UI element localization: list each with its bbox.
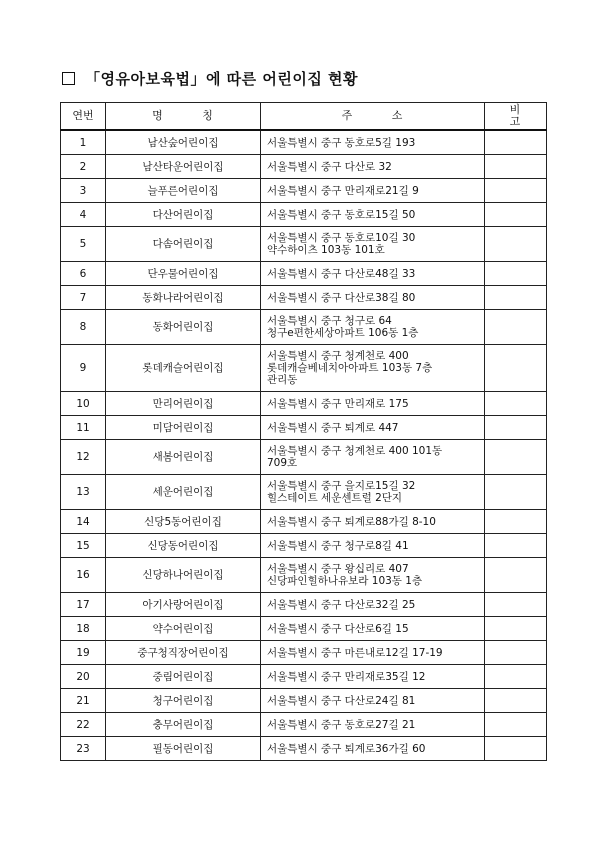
daycare-name: 미담어린이집: [106, 416, 261, 440]
daycare-name: 단우물어린이집: [106, 262, 261, 286]
daycare-address: [261, 345, 485, 392]
note-cell: [485, 641, 547, 665]
daycare-address: [261, 440, 485, 475]
table-header-row: [61, 103, 547, 131]
daycare-name: 다산어린이집: [106, 203, 261, 227]
row-number: 21: [61, 689, 106, 713]
table-row: [61, 130, 547, 155]
daycare-address: [261, 689, 485, 713]
daycare-name: 남산숲어린이집: [106, 130, 261, 155]
row-number: 14: [61, 510, 106, 534]
address-line: 서울특별시 중구 다산로6길 15: [267, 622, 409, 635]
row-number: 18: [61, 617, 106, 641]
daycare-address: [261, 558, 485, 593]
row-number: 4: [61, 203, 106, 227]
row-number: 8: [61, 310, 106, 345]
note-cell: [485, 534, 547, 558]
table-row: [61, 286, 547, 310]
address-line: 서울특별시 중구 퇴계로 447: [267, 421, 399, 434]
daycare-name: 충무어린이집: [106, 713, 261, 737]
address-line: 서울특별시 중구 다산로24길 81: [267, 694, 416, 707]
daycare-address: [261, 593, 485, 617]
table-row: [61, 345, 547, 392]
note-cell: [485, 475, 547, 510]
note-cell: [485, 440, 547, 475]
address-line: 서울특별시 중구 만리재로21길 9: [267, 184, 419, 197]
row-number: 11: [61, 416, 106, 440]
row-number: 20: [61, 665, 106, 689]
note-cell: [485, 227, 547, 262]
row-number: 15: [61, 534, 106, 558]
note-cell: [485, 130, 547, 155]
table-row: [61, 737, 547, 761]
daycare-table: [60, 102, 547, 761]
note-cell: [485, 286, 547, 310]
daycare-address: [261, 179, 485, 203]
row-number: 13: [61, 475, 106, 510]
table-row: [61, 593, 547, 617]
note-cell: [485, 345, 547, 392]
note-cell: [485, 665, 547, 689]
daycare-name: 새봄어린이집: [106, 440, 261, 475]
col-header-name: 명 칭: [106, 103, 261, 131]
note-cell: [485, 203, 547, 227]
daycare-address: [261, 203, 485, 227]
row-number: 2: [61, 155, 106, 179]
row-number: 9: [61, 345, 106, 392]
daycare-address: [261, 227, 485, 262]
table-row: [61, 510, 547, 534]
daycare-address: [261, 534, 485, 558]
table-row: [61, 310, 547, 345]
daycare-address: [261, 737, 485, 761]
daycare-address: [261, 392, 485, 416]
table-row: [61, 203, 547, 227]
table-row: [61, 475, 547, 510]
checkbox-square-icon: [62, 72, 75, 85]
daycare-address: [261, 510, 485, 534]
row-number: 5: [61, 227, 106, 262]
daycare-address: [261, 617, 485, 641]
col-header-address: 주 소: [261, 103, 485, 131]
daycare-address: [261, 641, 485, 665]
table-body: [61, 130, 547, 761]
col-header-note: 비 고: [485, 103, 547, 131]
address-line: 서울특별시 중구 퇴계로36가길 60: [267, 742, 426, 755]
table-row: [61, 617, 547, 641]
address-line: 서울특별시 중구 마른내로12길 17-19: [267, 646, 443, 659]
table-row: [61, 641, 547, 665]
address-line: 서울특별시 중구 다산로38길 80: [267, 291, 416, 304]
table-row: [61, 227, 547, 262]
address-line: 서울특별시 중구 퇴계로88가길 8-10: [267, 515, 436, 528]
daycare-name: 늘푸른어린이집: [106, 179, 261, 203]
daycare-name: 세운어린이집: [106, 475, 261, 510]
daycare-address: [261, 286, 485, 310]
note-cell: [485, 510, 547, 534]
note-cell: [485, 558, 547, 593]
daycare-name: 중구청직장어린이집: [106, 641, 261, 665]
note-cell: [485, 416, 547, 440]
row-number: 7: [61, 286, 106, 310]
daycare-name: 신당5동어린이집: [106, 510, 261, 534]
address-line: 서울특별시 중구 왕십리로 407: [267, 563, 409, 575]
address-line: 신당파인힐하나유보라 103동 1층: [267, 575, 423, 587]
row-number: 3: [61, 179, 106, 203]
note-cell: [485, 737, 547, 761]
address-line: 서울특별시 중구 동호로27길 21: [267, 718, 416, 731]
address-line: 서울특별시 중구 다산로32길 25: [267, 598, 416, 611]
address-line: 서울특별시 중구 다산로48길 33: [267, 267, 416, 280]
table-row: [61, 534, 547, 558]
daycare-name: 다솜어린이집: [106, 227, 261, 262]
address-line: 청구e편한세상아파트 106동 1층: [267, 327, 419, 339]
table-row: [61, 179, 547, 203]
daycare-name: 동화어린이집: [106, 310, 261, 345]
address-line: 서울특별시 중구 동호로10길 30: [267, 232, 416, 244]
daycare-name: 청구어린이집: [106, 689, 261, 713]
note-cell: [485, 713, 547, 737]
table-row: [61, 262, 547, 286]
table-row: [61, 416, 547, 440]
note-cell: [485, 593, 547, 617]
row-number: 19: [61, 641, 106, 665]
daycare-name: 중림어린이집: [106, 665, 261, 689]
address-line: 서울특별시 중구 을지로15길 32: [267, 480, 416, 492]
row-number: 1: [61, 130, 106, 155]
address-line: 롯데캐슬베네치아아파트 103동 7층: [267, 362, 433, 374]
daycare-address: [261, 713, 485, 737]
row-number: 17: [61, 593, 106, 617]
table-row: [61, 665, 547, 689]
note-cell: [485, 262, 547, 286]
daycare-address: [261, 416, 485, 440]
address-line: 서울특별시 중구 만리재로 175: [267, 397, 409, 410]
address-line: 서울특별시 중구 청계천로 400: [267, 350, 409, 362]
row-number: 6: [61, 262, 106, 286]
note-cell: [485, 179, 547, 203]
address-line: 서울특별시 중구 청구로8길 41: [267, 539, 409, 552]
note-cell: [485, 310, 547, 345]
table-row: [61, 689, 547, 713]
address-line: 서울특별시 중구 청구로 64: [267, 315, 392, 327]
daycare-name: 아기사랑어린이집: [106, 593, 261, 617]
daycare-name: 신당하나어린이집: [106, 558, 261, 593]
address-line: 관리동: [267, 374, 298, 386]
row-number: 10: [61, 392, 106, 416]
address-line: 힐스테이트 세운센트럴 2단지: [267, 492, 403, 504]
daycare-name: 신당동어린이집: [106, 534, 261, 558]
table-row: [61, 440, 547, 475]
row-number: 23: [61, 737, 106, 761]
daycare-address: [261, 130, 485, 155]
col-header-no: 연번: [61, 103, 106, 131]
daycare-address: [261, 310, 485, 345]
page-title-text: 「영유아보육법」에 따른 어린이집 현황: [85, 70, 359, 88]
daycare-address: [261, 475, 485, 510]
address-line: 709호: [267, 457, 298, 469]
note-cell: [485, 392, 547, 416]
daycare-name: 롯데캐슬어린이집: [106, 345, 261, 392]
row-number: 16: [61, 558, 106, 593]
table-row: [61, 558, 547, 593]
daycare-address: [261, 262, 485, 286]
table-row: [61, 392, 547, 416]
note-cell: [485, 617, 547, 641]
daycare-address: [261, 665, 485, 689]
daycare-name: 동화나라어린이집: [106, 286, 261, 310]
address-line: 서울특별시 중구 동호로5길 193: [267, 136, 416, 149]
address-line: 서울특별시 중구 다산로 32: [267, 160, 392, 173]
address-line: 서울특별시 중구 청계천로 400 101동: [267, 445, 443, 457]
address-line: 서울특별시 중구 동호로15길 50: [267, 208, 416, 221]
note-cell: [485, 689, 547, 713]
table-row: [61, 155, 547, 179]
daycare-name: 만리어린이집: [106, 392, 261, 416]
page-title: [62, 68, 358, 89]
note-cell: [485, 155, 547, 179]
daycare-name: 필동어린이집: [106, 737, 261, 761]
daycare-name: 남산타운어린이집: [106, 155, 261, 179]
row-number: 12: [61, 440, 106, 475]
table-row: [61, 713, 547, 737]
row-number: 22: [61, 713, 106, 737]
address-line: 약수하이츠 103동 101호: [267, 244, 385, 256]
address-line: 서울특별시 중구 만리재로35길 12: [267, 670, 426, 683]
daycare-name: 약수어린이집: [106, 617, 261, 641]
daycare-address: [261, 155, 485, 179]
